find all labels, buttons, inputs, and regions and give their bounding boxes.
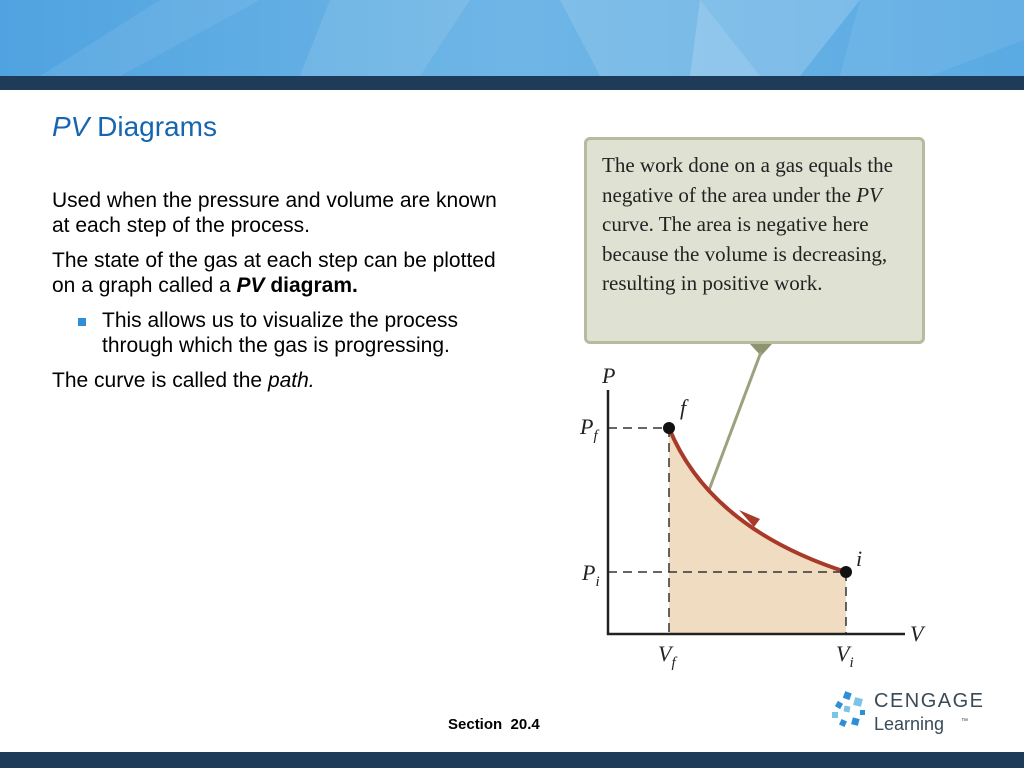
p-axis-label: P: [602, 363, 616, 388]
paragraph-2-diagram: diagram.: [264, 273, 358, 297]
footer-section-label: Section 20.4: [448, 716, 540, 733]
logo-cengage-text: CENGAGE: [874, 690, 985, 712]
pf-label-main: P: [580, 414, 594, 439]
paragraph-2-pv: PV: [236, 273, 265, 297]
callout-text-pv: PV: [856, 182, 882, 207]
callout-text-after: curve. The area is negative here because the volume is decreasing, resulting in positive work.: [602, 212, 888, 295]
v-axis-label: V: [910, 621, 924, 646]
bullet-text: This allows us to visualize the process through which the gas is progressing.: [102, 309, 458, 357]
point-i-marker: [840, 566, 852, 578]
cengage-logo: [830, 688, 985, 740]
callout-leader-line: [703, 352, 761, 506]
point-f-label: f: [680, 395, 687, 420]
paragraph-1: Used when the pressure and volume are known at each step of the process.: [52, 189, 497, 237]
pi-label-sub: i: [595, 574, 600, 590]
pf-label-sub: f: [593, 428, 598, 444]
point-f-marker: [663, 422, 675, 434]
vf-label: [658, 641, 677, 671]
logo-trademark: ™: [961, 718, 968, 725]
pf-label: [579, 414, 599, 444]
pi-label: [581, 560, 600, 590]
pi-label-main: P: [582, 560, 596, 585]
logo-learning-text: Learning: [874, 714, 945, 734]
vi-label-main: V: [836, 641, 850, 666]
title-italic-part: PV: [52, 111, 90, 142]
callout-text-before: The work done on a gas equals the negative of the area under the: [602, 153, 893, 207]
vf-label-main: V: [658, 641, 672, 666]
paragraph-3-path: path.: [267, 369, 315, 392]
cengage-mark-icon: [830, 688, 870, 740]
point-i-label: i: [856, 546, 863, 571]
vi-label-sub: i: [849, 655, 854, 671]
title-rest: Diagrams: [89, 111, 217, 142]
paragraph-3-text: The curve is called the: [52, 369, 268, 392]
vf-label-sub: f: [671, 655, 676, 671]
paragraph-2-text: The state of the gas at each step can be plotted on a graph called a: [52, 249, 496, 297]
vi-label: [836, 641, 854, 671]
bottom-banner: [0, 752, 1024, 768]
